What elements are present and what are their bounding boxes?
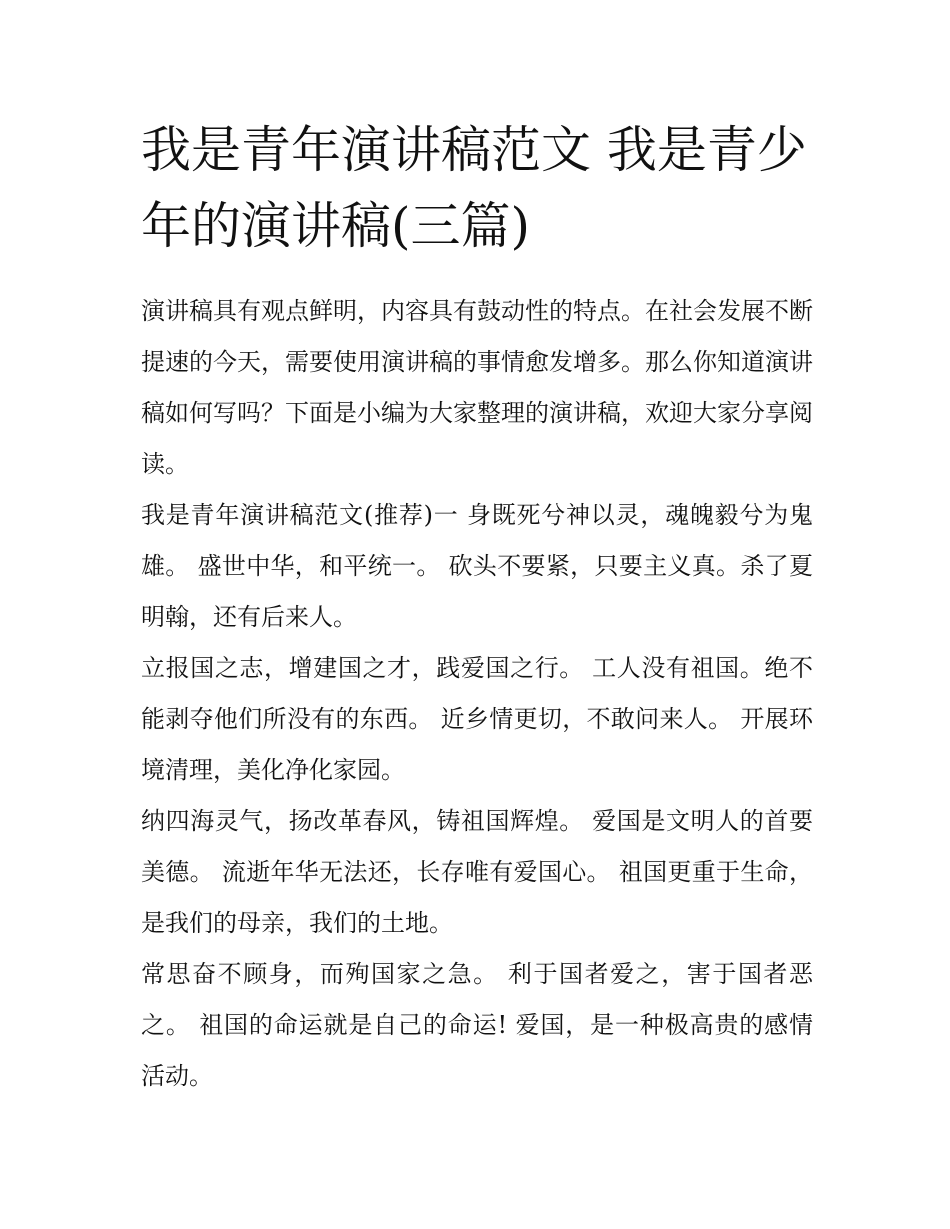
body-paragraph: 我是青年演讲稿范文(推荐)一 身既死兮神以灵，魂魄毅兮为鬼雄。 盛世中华，和平统一。 砍头不要紧，只要主义真。杀了夏明翰，还有后来人。 <box>141 501 813 631</box>
body-paragraph: 立报国之志，增建国之才，践爱国之行。 工人没有祖国。绝不能剥夺他们所没有的东西。 近乡情更切，不敢问来人。 开展环境清理，美化净化家园。 <box>141 654 813 784</box>
body-paragraph: 纳四海灵气，扬改革春风，铸祖国辉煌。 爱国是文明人的首要美德。 流逝年华无法还，长存唯有爱国心。 祖国更重于生命，是我们的母亲，我们的土地。 <box>141 807 813 937</box>
body-paragraph: 常思奋不顾身，而殉国家之急。 利于国者爱之，害于国者恶之。 祖国的命运就是自己的命运! 爱国，是一种极高贵的感情活动。 <box>141 960 813 1090</box>
document-page <box>141 112 813 1102</box>
document-title: 我是青年演讲稿范文 我是青少年的演讲稿(三篇) <box>141 121 807 255</box>
intro-paragraph: 演讲稿具有观点鲜明，内容具有鼓动性的特点。在社会发展不断提速的今天，需要使用演讲稿的事情愈发增多。那么你知道演讲稿如何写吗？下面是小编为大家整理的演讲稿，欢迎大家分享阅读。 <box>141 297 813 478</box>
